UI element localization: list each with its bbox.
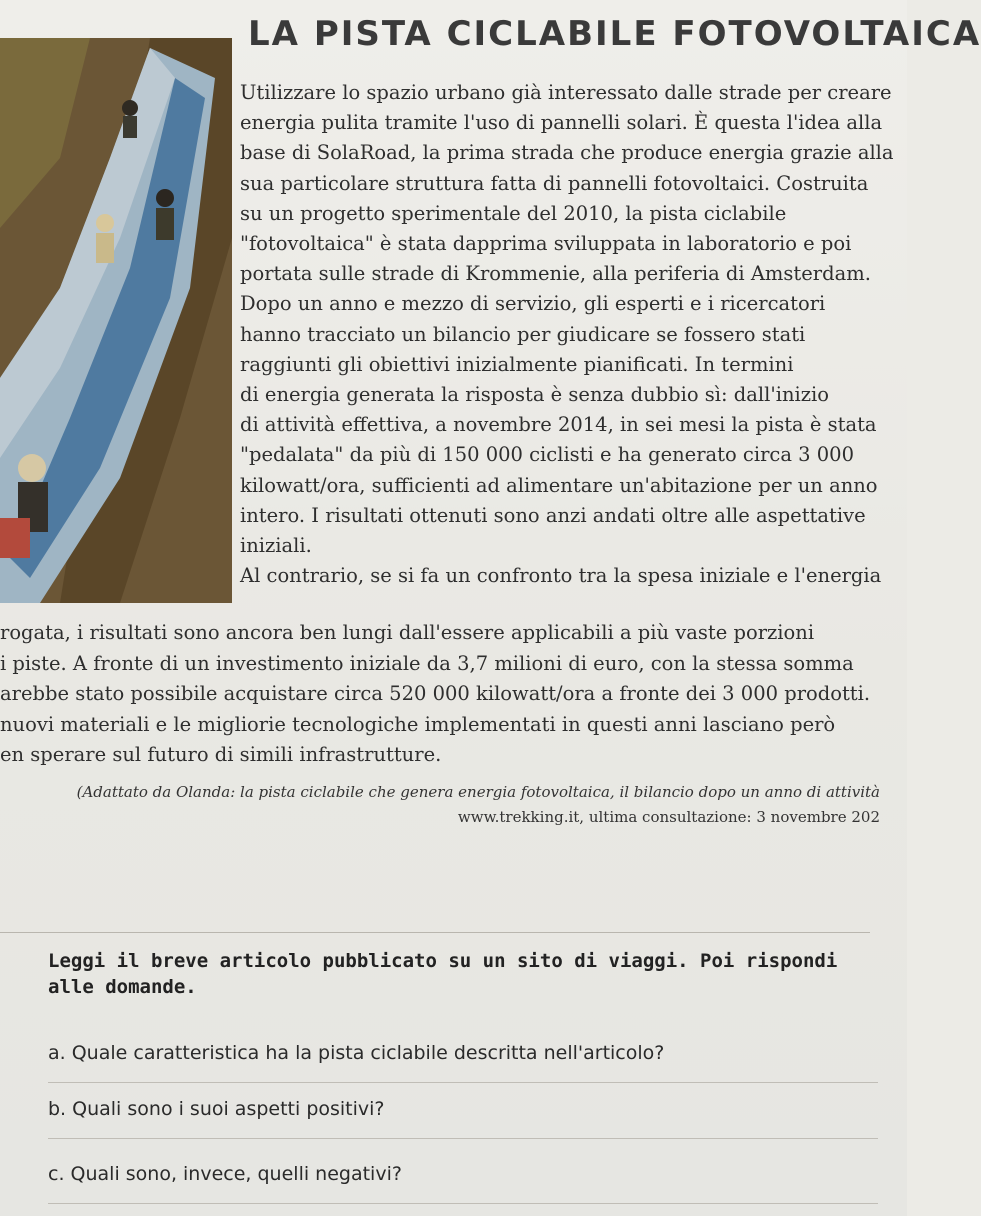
article-line: Al contrario, se si fa un confronto tra la spesa iniziale e l'energia bbox=[240, 564, 882, 588]
article-line: hanno tracciato un bilancio per giudicare se fossero stati bbox=[240, 322, 806, 346]
article-line: "fotovoltaica" è stata dapprima sviluppata in laboratorio e poi bbox=[240, 232, 852, 256]
article-title: LA PISTA CICLABILE FOTOVOLTAICA bbox=[248, 14, 981, 54]
source-url: www.trekking.it, ultima consultazione: 3 novembre 202 bbox=[457, 808, 880, 826]
article-line: sua particolare struttura fatta di pannelli fotovoltaici. Costruita bbox=[240, 171, 869, 195]
article-line: di energia generata la risposta è senza dubbio sì: dall'inizio bbox=[240, 383, 830, 407]
article-line: rogata, i risultati sono ancora ben lungi dall'essere applicabili a più vaste porzioni bbox=[0, 621, 815, 644]
answer-line-b[interactable] bbox=[48, 1138, 878, 1139]
article-line: portata sulle strade di Krommenie, alla periferia di Amsterdam. bbox=[240, 262, 871, 286]
article-line: di attività effettiva, a novembre 2014, in sei mesi la pista è stata bbox=[240, 413, 877, 437]
article-line: Dopo un anno e mezzo di servizio, gli esperti e i ricercatori bbox=[240, 292, 826, 316]
answer-line-a[interactable] bbox=[48, 1082, 878, 1083]
source-title: (Adattato da Olanda: la pista ciclabile che genera energia fotovoltaica, il bilancio dopo un anno di attività bbox=[76, 783, 880, 801]
answer-line-c[interactable] bbox=[48, 1203, 878, 1204]
section-divider bbox=[0, 932, 870, 933]
article-line: arebbe stato possibile acquistare circa 520 000 kilowatt/ora a fronte dei 3 000 prodotti. bbox=[0, 682, 871, 705]
article-line: Utilizzare lo spazio urbano già interessato dalle strade per creare bbox=[240, 81, 892, 104]
article-line: su un progetto sperimentale del 2010, la pista ciclabile bbox=[240, 201, 787, 225]
cyclists-photo bbox=[0, 38, 232, 603]
article-line: iniziali. bbox=[240, 534, 312, 558]
article-line: intero. I risultati ottenuti sono anzi andati oltre alle aspettative bbox=[240, 503, 866, 527]
question-a: a. Quale caratteristica ha la pista ciclabile descritta nell'articolo? bbox=[48, 1042, 665, 1064]
article-line: nuovi materiali e le migliorie tecnologiche implementati in questi anni lasciano però bbox=[0, 712, 836, 736]
question-c: c. Quali sono, invece, quelli negativi? bbox=[48, 1163, 402, 1185]
article-line: i piste. A fronte di un investimento iniziale da 3,7 milioni di euro, con la stessa somma bbox=[0, 651, 854, 675]
exercise-instruction: Leggi il breve articolo pubblicato su un sito di viaggi. Poi rispondi alle domande. bbox=[48, 950, 838, 998]
source-citation bbox=[0, 780, 880, 830]
article-full-width-text bbox=[0, 618, 907, 771]
article-line: "pedalata" da più di 150 000 ciclisti e ha generato circa 3 000 bbox=[240, 443, 854, 467]
article-line: raggiunti gli obiettivi inizialmente pianificati. In termini bbox=[240, 352, 794, 376]
article-line: energia pulita tramite l'uso di pannelli solari. È questa l'idea alla bbox=[240, 111, 883, 135]
article-column-text bbox=[240, 78, 907, 591]
article-line: en sperare sul futuro di simili infrastrutture. bbox=[0, 743, 442, 766]
article-line: kilowatt/ora, sufficienti ad alimentare un'abitazione per un anno bbox=[240, 473, 878, 497]
article-line: base di SolaRoad, la prima strada che produce energia grazie alla bbox=[240, 141, 894, 165]
question-b: b. Quali sono i suoi aspetti positivi? bbox=[48, 1098, 385, 1120]
